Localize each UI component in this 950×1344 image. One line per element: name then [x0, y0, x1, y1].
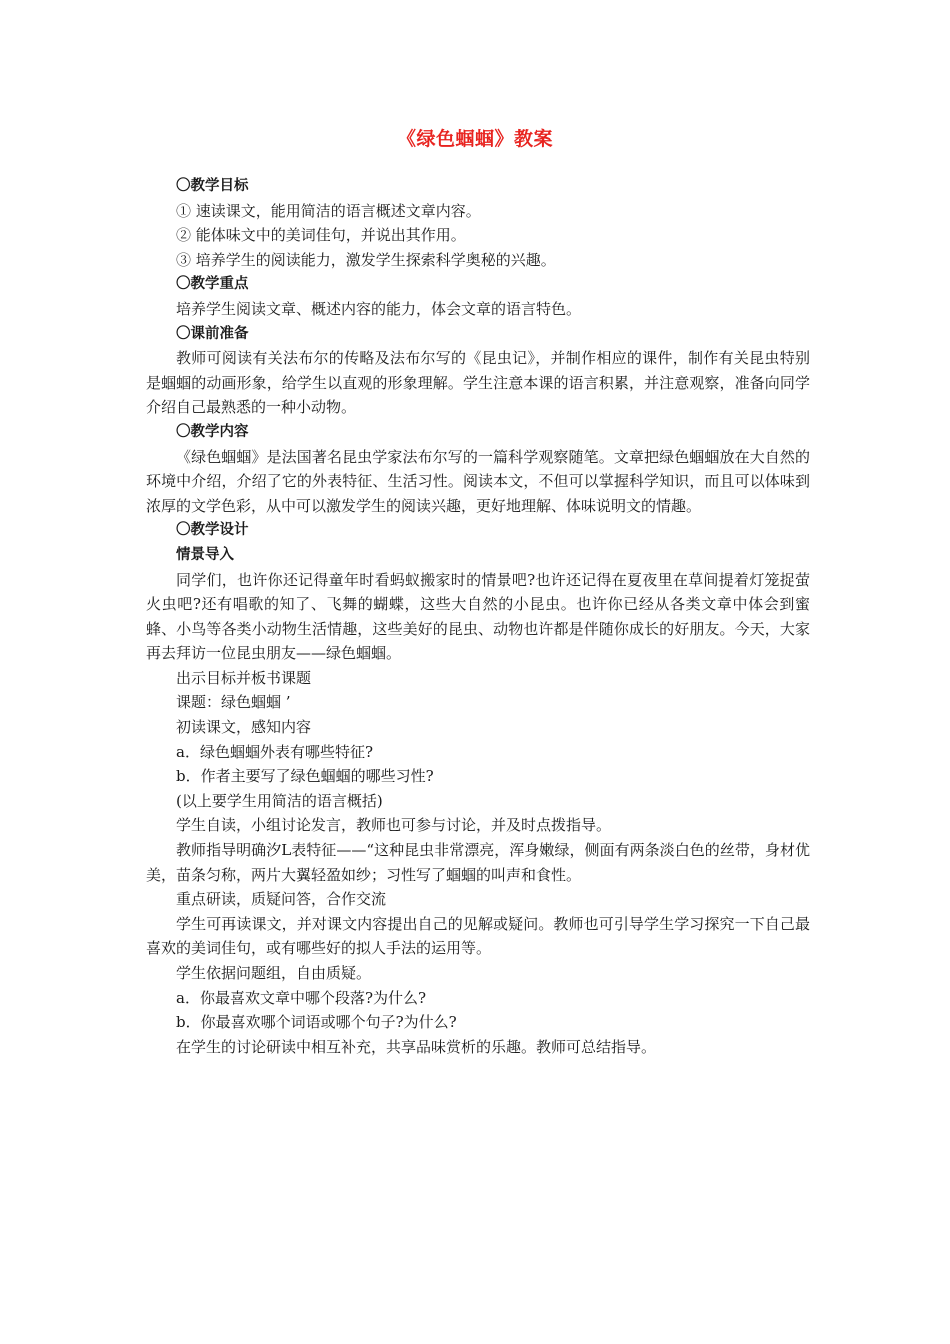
goal-item-3: ③ 培养学生的阅读能力，激发学生探索科学奥秘的兴趣。 — [176, 250, 556, 269]
subheading-intro: 情景导入 — [176, 546, 234, 563]
section-heading-goals: 〇教学目标 — [176, 178, 249, 194]
intro-paragraph — [146, 568, 810, 666]
line-self-read: 学生自读，小组讨论发言，教师也可参与讨论，并及时点拨指导。 — [176, 816, 612, 835]
goal-item-1: ① 速读课文，能用简洁的语言概述文章内容。 — [176, 201, 481, 220]
document-title: 《绿色蝈蝈》教案 — [396, 128, 553, 150]
line-note: (以上要学生用简洁的语言概括) — [176, 791, 383, 810]
question-b2: b．你最喜欢哪个词语或哪个句子?为什么? — [176, 1013, 457, 1032]
line-question-group: 学生依据问题组，自由质疑。 — [176, 964, 372, 982]
line-first-read: 初读课文，感知内容 — [176, 718, 312, 737]
content-text: 《绿色蝈蝈》是法国著名昆虫学家法布尔写的一篇科学观察随笔。文章把绿色蝈蝈放在大自然的环境中介绍，介绍了它的外表特征、生活习性。阅读本文，不但可以掌握科学知识，而且可以体味到浓厚的文学色彩，从中可以激发学生的阅读兴趣，更好地理解、体味说明文的情趣。 — [146, 447, 810, 515]
focus-read-paragraph — [146, 912, 810, 961]
line-summary: 在学生的讨论研读中相互补充，共享品味赏析的乐趣。教师可总结指导。 — [176, 1037, 657, 1056]
line-topic: 课题：绿色蝈蝈 ’ — [176, 693, 291, 712]
question-a: a．绿色蝈蝈外表有哪些特征? — [176, 742, 373, 761]
guide-paragraph — [146, 838, 810, 887]
intro-text: 同学们，也许你还记得童年时看蚂蚁搬家时的情景吧?也许还记得在夏夜里在草间提着灯笼捉萤火虫吧?还有唱歌的知了、飞舞的蝴蝶，这些大自然的小昆虫。也许你已经从各类文章中体会到蜜蜂、小鸟等各类小动物生活情趣，这些美好的昆虫、动物也许都是伴随你成长的好朋友。今天，大家再去拜访一位昆虫朋友——绿色蝈蝈。 — [146, 570, 810, 663]
focus-read-text: 学生可再读课文，并对课文内容提出自己的见解或疑问。教师也可引导学生学习探究一下自己最喜欢的美词佳句，或有哪些好的拟人手法的运用等。 — [146, 914, 810, 958]
prep-paragraph — [146, 346, 810, 420]
line-show-goals: 出示目标并板书课题 — [176, 668, 312, 687]
focus-text: 培养学生阅读文章、概述内容的能力，体会文章的语言特色。 — [176, 299, 582, 318]
guide-text: 教师指导明确汐L表特征——“这种昆虫非常漂亮，浑身嫩绿，侧面有两条淡白色的丝带，身材优美，苗条匀称，两片大翼轻盈如纱；习性写了蝈蝈的叫声和食性。 — [146, 841, 810, 884]
section-heading-content: 〇教学内容 — [176, 423, 249, 440]
line-focus-read: 重点研读，质疑问答，合作交流 — [176, 890, 387, 909]
prep-text: 教师可阅读有关法布尔的传略及法布尔写的《昆虫记》，并制作相应的课件，制作有关昆虫特别是蝈蝈的动画形象，给学生以直观的形象理解。学生注意本课的语言积累，并注意观察，准备向同学介绍自己最熟悉的一种小动物。 — [146, 349, 810, 417]
section-heading-design: 〇教学设计 — [176, 522, 249, 539]
document-body — [146, 174, 810, 1059]
goal-item-2: ② 能体味文中的美词佳句，并说出其作用。 — [176, 226, 466, 245]
section-heading-prep: 〇课前准备 — [176, 325, 249, 342]
content-paragraph — [146, 445, 810, 519]
section-heading-focus: 〇教学重点 — [176, 276, 249, 293]
question-a2: a．你最喜欢文章中哪个段落?为什么? — [176, 988, 427, 1007]
question-b: b．作者主要写了绿色蝈蝈的哪些习性? — [176, 767, 434, 786]
